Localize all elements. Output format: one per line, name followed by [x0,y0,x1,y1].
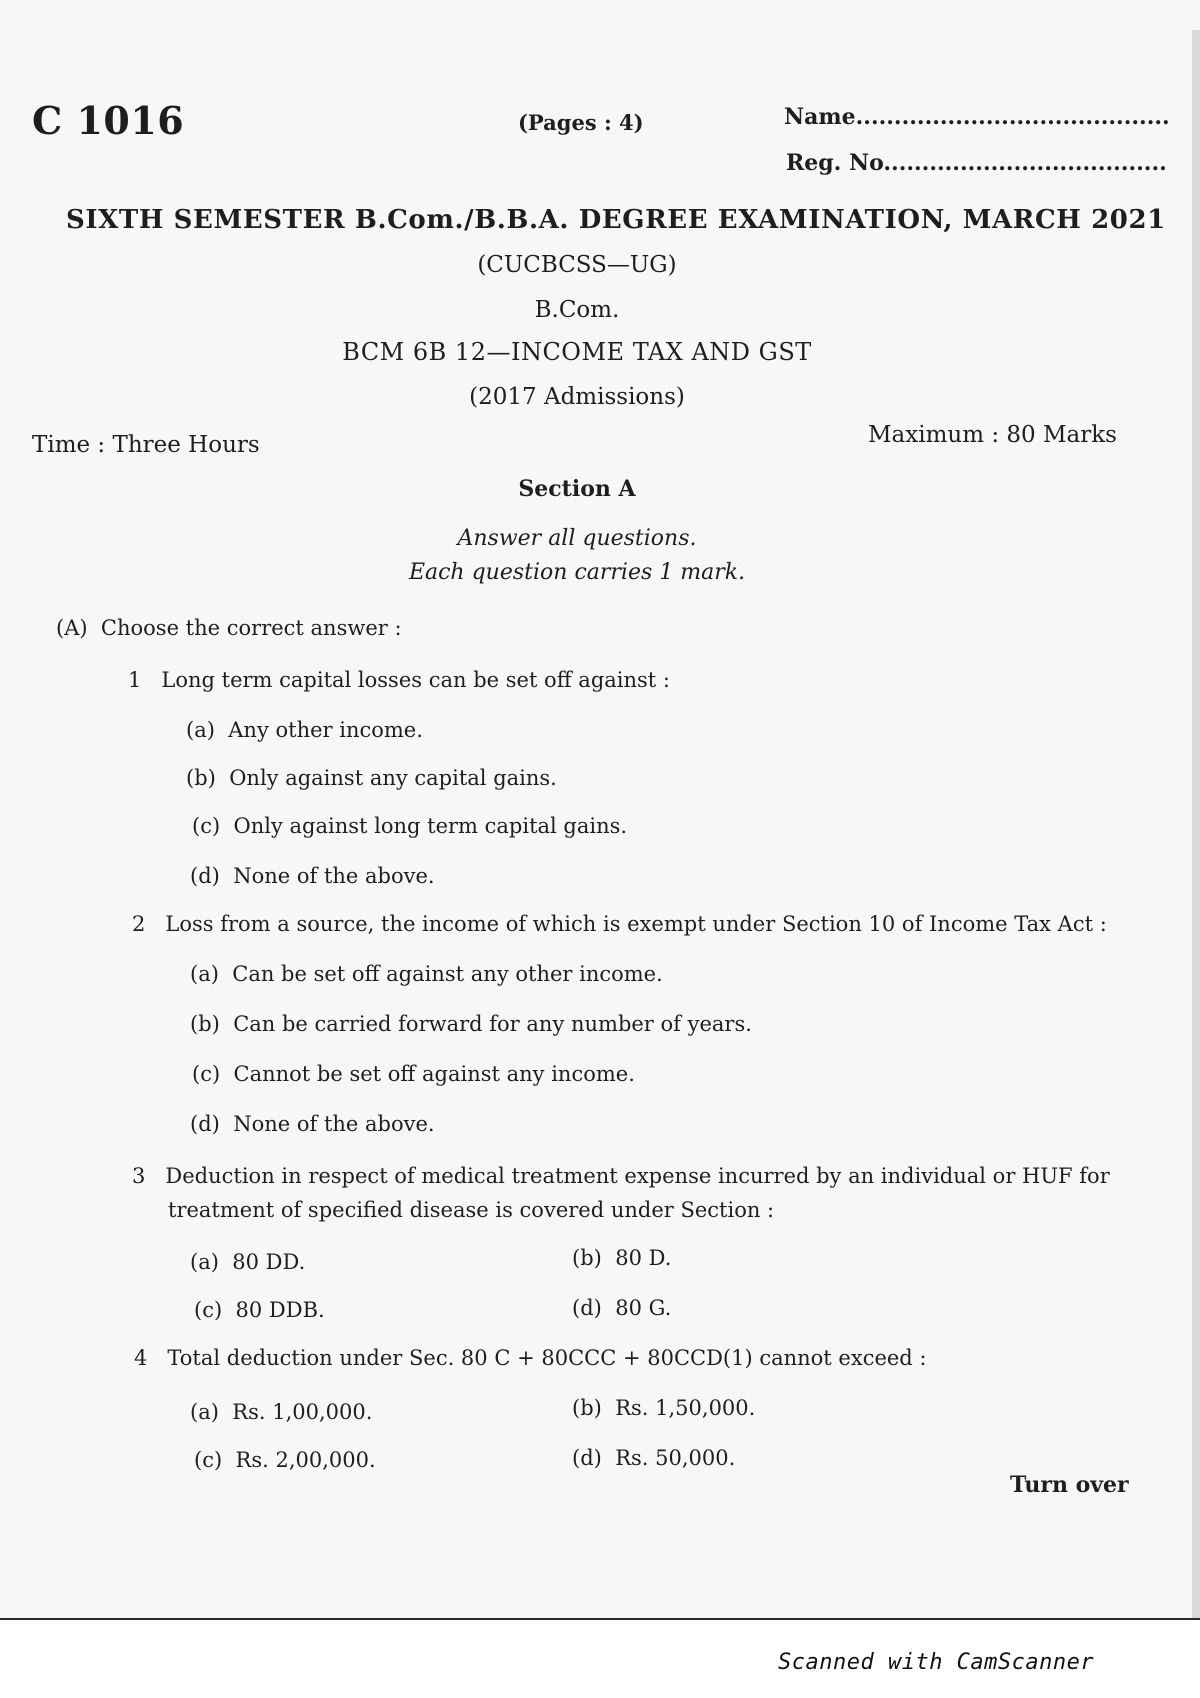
question-text-line1: Deduction in respect of medical treatment expense incurred by an individual or HUF for [165,1164,1110,1188]
question-3-option-b: (b) 80 D. [572,1246,672,1270]
question-4-option-d: (d) Rs. 50,000. [572,1446,736,1470]
part-a-text: Choose the correct answer : [100,616,402,640]
instruction-answer-all: Answer all questions. [457,526,697,551]
question-1-option-c: (c) Only against long term capital gains. [192,814,628,838]
name-field: Name......................................... [784,104,1170,130]
question-number: 2 [132,912,146,936]
page-count: (Pages : 4) [518,110,644,135]
question-text: Total deduction under Sec. 80 C + 80CCC + 80CCD(1) cannot exceed : [167,1346,927,1370]
question-3-option-d: (d) 80 G. [572,1296,672,1320]
question-3-line2: treatment of specified disease is covered under Section : [168,1198,775,1222]
max-marks: Maximum : 80 Marks [868,422,1117,448]
question-2 [132,912,1107,936]
paper-title: BCM 6B 12—INCOME TAX AND GST [342,338,812,366]
question-text: Long term capital losses can be set off against : [161,668,670,692]
question-2-option-c: (c) Cannot be set off against any income. [192,1062,635,1086]
paper-code: C 1016 [32,98,185,143]
part-a-label: (A) [56,616,88,640]
question-2-option-a: (a) Can be set off against any other income. [190,962,663,986]
question-4-option-a: (a) Rs. 1,00,000. [190,1400,373,1424]
question-3 [132,1164,1110,1188]
question-2-option-b: (b) Can be carried forward for any number of years. [190,1012,752,1036]
question-number: 4 [134,1346,148,1370]
question-3-option-a: (a) 80 DD. [190,1250,306,1274]
question-4-option-b: (b) Rs. 1,50,000. [572,1396,756,1420]
question-number: 1 [128,668,142,692]
exam-degree: B.Com. [534,297,620,323]
scanner-watermark: Scanned with CamScanner [778,1650,1095,1675]
question-1-option-a: (a) Any other income. [186,718,423,742]
question-4-option-c: (c) Rs. 2,00,000. [194,1448,376,1472]
section-title: Section A [518,476,636,502]
page-bottom-edge [0,1618,1200,1620]
question-4 [134,1346,927,1370]
question-3-option-c: (c) 80 DDB. [194,1298,325,1322]
exam-scheme: (CUCBCSS—UG) [477,252,677,278]
question-1-option-d: (d) None of the above. [190,864,435,888]
exam-time: Time : Three Hours [32,432,260,458]
part-a-heading [56,616,402,640]
reg-no-field: Reg. No..................................... [786,150,1167,176]
exam-title: SIXTH SEMESTER B.Com./B.B.A. DEGREE EXAMINATION, MARCH 2021 [66,205,1166,235]
page-right-edge [1192,30,1200,1620]
question-1-option-b: (b) Only against any capital gains. [186,766,557,790]
question-1 [128,668,670,692]
question-number: 3 [132,1164,146,1188]
turn-over-note: Turn over [1010,1472,1129,1498]
question-text: Loss from a source, the income of which is exempt under Section 10 of Income Tax Act : [165,912,1107,936]
question-2-option-d: (d) None of the above. [190,1112,435,1136]
instruction-marks: Each question carries 1 mark. [408,560,746,585]
admissions-year: (2017 Admissions) [469,384,685,410]
